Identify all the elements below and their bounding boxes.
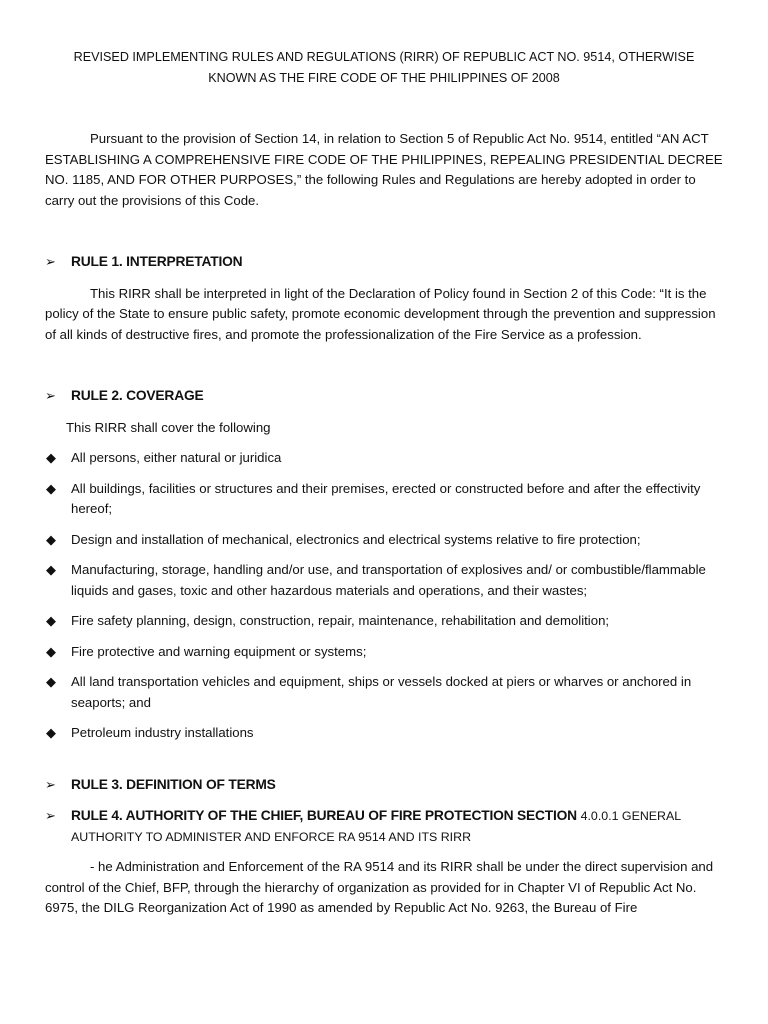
rule-3-heading-text: RULE 3. DEFINITION OF TERMS [71, 776, 276, 792]
title-line-1: REVISED IMPLEMENTING RULES AND REGULATIONS (RIRR) OF REPUBLIC ACT NO. 9514, OTHERWISE [73, 50, 695, 64]
list-item [45, 479, 723, 520]
diamond-icon: ◆ [46, 450, 56, 465]
rule-3-heading [45, 775, 723, 796]
list-item [45, 723, 723, 744]
diamond-icon: ◆ [46, 531, 56, 547]
document-page [45, 47, 723, 919]
rule-1-heading [45, 252, 723, 273]
list-item [45, 611, 723, 632]
rule-1-heading-text: RULE 1. INTERPRETATION [71, 254, 243, 269]
title-line-2: KNOWN AS THE FIRE CODE OF THE PHILIPPINES OF 2008 [208, 70, 560, 85]
rule-1-paragraph: This RIRR shall be interpreted in light of the Declaration of Policy found in Section 2 of this Code: “It is the policy of the State to ensure public safety, promote economic development through the prevention and suppression of all kinds of destructive fires, and promote the professionalization of the Fire Service as a profession. [45, 285, 716, 342]
rule-4-heading-text: RULE 4. AUTHORITY OF THE CHIEF, BUREAU OF FIRE PROTECTION SECTION [71, 808, 577, 823]
diamond-icon: ◆ [46, 725, 56, 740]
document-title [45, 47, 723, 88]
arrowhead-icon: ➢ [45, 388, 56, 403]
diamond-icon: ◆ [46, 674, 56, 689]
list-item-text: All land transportation vehicles and equipment, ships or vessels docked at piers or wharves or anchored in seaports; and [71, 674, 692, 710]
list-item [45, 530, 723, 551]
list-item [45, 560, 723, 601]
list-item [45, 448, 723, 469]
intro-paragraph: Pursuant to the provision of Section 14, in relation to Section 5 of Republic Act No. 9514, entitled “AN ACT ESTABLISHING A COMPREHENSIVE FIRE CODE OF THE PHILIPPINES, REPEALING PRESIDENTIAL DECREE NO. 1185, AND FOR OTHER PURPOSES,” the following Rules and Regulations are hereby adopted in order to carry out the provisions of this Code. [45, 131, 723, 208]
list-item-text: Manufacturing, storage, handling and/or use, and transportation of explosives and/ or combustible/flammable liquids and gases, toxic and other hazardous materials and operations, and their wastes; [71, 562, 706, 598]
list-item-text: All buildings, facilities or structures and their premises, erected or constructed before and after the effectivity hereof; [71, 480, 701, 516]
rule-4-heading [45, 806, 723, 847]
diamond-icon: ◆ [46, 613, 56, 628]
list-item-text: Fire safety planning, design, construction, repair, maintenance, rehabilitation and demolition; [71, 613, 610, 628]
list-item-text: All persons, either natural or juridica [71, 450, 282, 465]
rule-4-paragraph: - he Administration and Enforcement of the RA 9514 and its RIRR shall be under the direct supervision and control of the Chief, BFP, through the hierarchy of organization as provided for in Chapter VI of Republic Act No. 6975, the DILG Reorganization Act of 1990 as amended by Republic Act No. 9263, the Bureau of Fire [45, 859, 714, 915]
rule-2-heading-text: RULE 2. COVERAGE [71, 388, 204, 403]
list-item [45, 672, 723, 713]
list-item-text: Design and installation of mechanical, electronics and electrical systems relative to fire protection; [71, 531, 641, 547]
diamond-icon: ◆ [46, 480, 56, 496]
arrowhead-icon: ➢ [45, 808, 56, 823]
rule-2-lead: This RIRR shall cover the following [66, 419, 271, 435]
arrowhead-icon: ➢ [45, 776, 56, 792]
diamond-icon: ◆ [46, 643, 56, 659]
rule-4-subheading: 4.0.0.1 GENERAL AUTHORITY TO ADMINISTER AND ENFORCE RA 9514 AND ITS RIRR [71, 809, 681, 844]
list-item [45, 642, 723, 663]
list-item-text: Fire protective and warning equipment or systems; [71, 643, 367, 659]
coverage-list [45, 448, 723, 744]
diamond-icon: ◆ [46, 562, 56, 577]
list-item-text: Petroleum industry installations [71, 725, 254, 740]
rule-2-heading [45, 386, 723, 407]
arrowhead-icon: ➢ [45, 254, 56, 269]
